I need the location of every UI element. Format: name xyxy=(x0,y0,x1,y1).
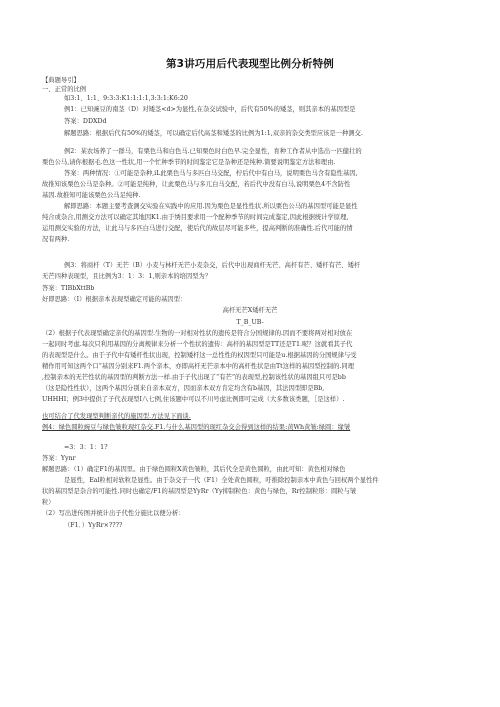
paragraph-line: 好即思路：（I）根据亲本表现型确定可能的基因型： xyxy=(42,296,187,303)
paragraph-line: 例3：将商杆（T）无芒（B）小麦与林杆无芒小麦杂交，后代中出现商杆无芒、高杆有芒、矮杆有芒、矮杆 xyxy=(64,262,361,269)
paragraph-line: 解题思路：根据后代有50%的矮茎，可以确定后代高茎和矮茎的比例为1:1,双亲的杂交类型应该是一种测交. xyxy=(64,130,363,137)
subsection-heading: 一、正常的比例 xyxy=(42,86,87,93)
note-line: 例4：绿色圆粒豌豆与绿色皱粒现红杂交.F1.与什么基因型的现红杂交会得到这样的结果:黄Wh黄皱:绿圆：缘皱 xyxy=(42,424,351,431)
paragraph-line: 运用测交实验的方法，让此马与多匹白马进行交配，使后代的故层尽可能多些，提高判断的准确性.后代可能的情 xyxy=(42,225,353,232)
paragraph-line: （2）写出进传图并统计出子代性分施比以便分析： xyxy=(42,510,185,517)
paragraph-line: 解即思路：本题主要考查测交实验在实践中的应用.因为栗色是显性性状.所以栗色公马的基因型可能是显性 xyxy=(64,203,358,210)
section-heading: 【典题导引】 xyxy=(42,77,80,84)
note-line: 也可结合了代发现型判断亲代的施因型.方法见下面谈. xyxy=(42,413,191,420)
paragraph-line: 粒） xyxy=(42,499,55,506)
paragraph-line: （这是隐性性状），这两个基因分别来自亲本双方，因而亲本双方肯定均含有b基因，其法因型即是Bb, xyxy=(42,385,325,392)
paragraph-line: 例1：已知豌豆的南茎（D）对矮茎<d>为显性,在杂交试验中，后代有50%的矮茎，则其亲本的基因型是 xyxy=(64,106,356,113)
answer-line: 解题思路：（1）确定F1的基因里。由于绿色圆粒X黄色皱粒，其后代全是黄色圆粒，由此可知：黄色相对绿色 xyxy=(42,466,346,473)
paragraph-line: =3：3：1：1? xyxy=(64,444,108,451)
paragraph-line: 答案：Yynr xyxy=(42,455,76,462)
cross-formula: 高杆无芒X矮杆无芒 xyxy=(222,307,278,314)
paragraph-line: 栗色公马,请你根据毛.色这一性状,用一个忙种季节的时间鉴定它是杂种还是纯种.简要说明鉴定方法和理由. xyxy=(42,159,336,166)
paragraph-line: 无芒四种表现型，且比例为3：1：3：1,则亲本的培因型为？ xyxy=(42,273,212,280)
paragraph-line: 的表现型是什么。由于子代中有矮杆性状出现，控制矮杆这一总性性的权因型只可能是u.根据基因的分国规律与受 xyxy=(42,352,357,359)
paragraph-line: 故推知该栗色公马是杂种。②可能是纯种，让此栗色马与多兀白马交配，若后代中没有白马,说明栗色4不含防性 xyxy=(42,181,351,188)
genotype-formula: T_B_UB- xyxy=(236,319,264,326)
page-title: 第3讲巧用后代表现型比例分析特例 xyxy=(165,58,334,70)
paragraph-line: ,控制亲本的无芒性状的基因型的判断方法一样.由于子代出现了“有芒”的表现型,控制该性状的基因组只可是bb xyxy=(42,374,346,381)
paragraph-line: 基因.故推知可能该栗色公马足纯种. xyxy=(42,192,141,199)
paragraph-line: （2）根据子代表现型确定亲代的基因型.生物的一对相对性状的遗传是符合分国规律的.因而不要将两对相对放在 xyxy=(42,330,353,337)
paragraph-line: 一起同时考虑.每次只利用基因的分离规律来分析一个性状的遗传：高杆的基因型是TT还是T1.呢？这就看其子代 xyxy=(42,341,353,348)
paragraph-line: 是显性，Eal粒相对软粒是显性。由于杂交子一代（F1）全处黄色圆粒，吁推除控制亲本中黄色与回权两个显性件 xyxy=(64,477,379,484)
answer-line: 答案：DDXDd xyxy=(64,118,107,125)
paragraph-line: 如3:1、1:1、9:3:3:K1:1:1:1,3:3:1:K6:20 xyxy=(64,95,188,102)
answer-line: 答案：TIBbXttBb xyxy=(42,285,95,292)
paragraph-line: 况有两种. xyxy=(42,236,70,243)
paragraph-line: （F1．）YyRr×???? xyxy=(64,522,123,529)
paragraph-line: 状的基因型是杂合的可能性.同时也确定/F1的基因型是YyRr（Yy抑制粒色：黄色与绿色，Rr控制粒形：圆粒与皱 xyxy=(42,488,357,495)
answer-line: 答案：两种情况：①可能是杂种,iL此栗色马与多匹白马交配，柠后代中有白马，说明栗色马含有隐性基因, xyxy=(64,170,358,177)
paragraph-line: 例2：某农场养了一群马，有栗色马和白色马.已知栗色时白色早.完全显性，育种工作者从中选出一匹健壮的 xyxy=(64,148,362,155)
paragraph-line: 纯合或杂合,用测交方法可以确定其地因K1.由于绣目要求用一个配种季节的时间完成鉴定,因此根据统计学原理, xyxy=(42,214,349,221)
paragraph-line: UHHHI；例3中提供了子代表现型I八七例,住该题中可以不川号虑比例即可完成（大多数该类题，［是这样）. xyxy=(42,396,345,403)
paragraph-line: 精作用可知这两个口“基因分别来F1.两个亲本，亦即高杆无芒亲本中的高杆性状是由Tt这样的基因型控制的.同理 xyxy=(42,363,354,370)
